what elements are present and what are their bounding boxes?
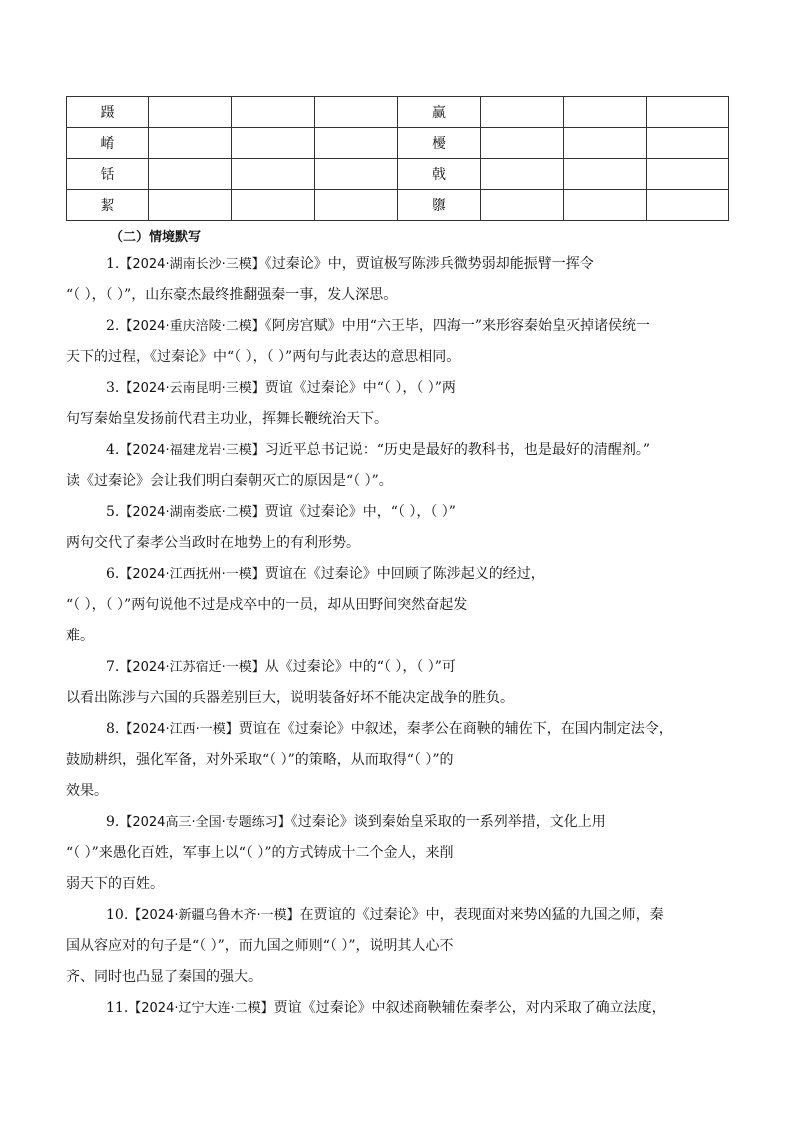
vocab-table <box>66 96 729 221</box>
question-text: 《过秦论》中，贾谊极写陈涉兵微势弱却能振臂一挥令 <box>264 256 594 272</box>
answer-cell[interactable] <box>647 190 729 221</box>
question-source: 【2024·湖南长沙·三模】 <box>119 257 265 272</box>
vocab-char-right: 赢 <box>398 97 481 128</box>
answer-cell[interactable] <box>315 190 398 221</box>
table-row <box>67 190 729 221</box>
answer-cell[interactable] <box>232 159 315 190</box>
question-text: 贾谊《过秦论》中“（ ），（ ）”两 <box>264 380 456 396</box>
answer-cell[interactable] <box>647 159 729 190</box>
question-4 <box>66 435 728 466</box>
question-9-cont: 弱天下的百姓。 <box>66 876 164 892</box>
question-text: 贾谊在《过秦论》中回顾了陈涉起义的经过， <box>264 566 545 582</box>
answer-cell[interactable] <box>647 97 729 128</box>
table-row <box>67 128 729 159</box>
question-10-cont: 国从容应对的句子是“（ ）”，而九国之师则“（ ）”，说明其人心不 <box>66 938 454 954</box>
question-number: 8. <box>106 721 120 737</box>
section-title: （二）情境默写 <box>110 230 202 245</box>
question-number: 1. <box>106 256 120 272</box>
questions-list <box>66 249 728 1024</box>
answer-cell[interactable] <box>149 190 232 221</box>
answer-cell[interactable] <box>647 128 729 159</box>
question-number: 5. <box>106 504 120 520</box>
question-2-cont: 天下的过程，《过秦论》中“（ ），（ ）”两句与此表达的意思相同。 <box>66 349 461 365</box>
question-source: 【2024·湖南娄底·二模】 <box>119 505 265 520</box>
question-source: 【2024·重庆涪陵·二模】 <box>119 319 265 334</box>
question-text: 从《过秦论》中的“（ ），（ ）”可 <box>264 659 456 675</box>
question-number: 4. <box>106 442 120 458</box>
question-10-cont: 齐、同时也凸显了秦国的强大。 <box>66 969 262 985</box>
question-number: 7. <box>106 659 120 675</box>
vocab-char-left: 崤 <box>67 128 149 159</box>
vocab-char-left: 铦 <box>67 159 149 190</box>
question-text: 贾谊《过秦论》中，“（ ），（ ）” <box>264 504 456 520</box>
question-1-cont: “（ ），（ ）”，山东豪杰最终推翻强秦一事，发人深思。 <box>66 287 398 303</box>
answer-cell[interactable] <box>564 190 647 221</box>
vocab-char-right: 隳 <box>398 190 481 221</box>
table-row <box>67 159 729 190</box>
question-10 <box>66 900 728 931</box>
question-text: 贾谊《过秦论》中叙述商鞅辅佐秦孝公，对内采取了确立法度， <box>273 1000 666 1016</box>
answer-cell[interactable] <box>481 190 564 221</box>
question-3-cont: 句写秦始皇发扬前代君主功业，挥舞长鞭统治天下。 <box>66 411 388 427</box>
question-source: 【2024·辽宁大连·二模】 <box>128 1001 274 1016</box>
question-8 <box>66 714 728 745</box>
question-number: 11. <box>106 1000 129 1016</box>
answer-cell[interactable] <box>315 128 398 159</box>
question-2 <box>66 311 728 342</box>
question-source: 【2024·福建龙岩·三模】 <box>119 443 265 458</box>
question-number: 3. <box>106 380 120 396</box>
question-number: 6. <box>106 566 120 582</box>
answer-cell[interactable] <box>564 128 647 159</box>
question-number: 9. <box>106 814 120 830</box>
question-9 <box>66 807 728 838</box>
question-5-cont: 两句交代了秦孝公当政时在地势上的有利形势。 <box>66 535 360 551</box>
answer-cell[interactable] <box>315 159 398 190</box>
question-source: 【2024·云南昆明·三模】 <box>119 381 265 396</box>
question-source: 【2024·江西抚州·一模】 <box>119 567 265 582</box>
question-9-cont: “（ ）”来愚化百姓，军事上以“（ ）”的方式铸成十二个金人，来削 <box>66 845 454 861</box>
question-source: 【2024·江苏宿迁·一模】 <box>119 660 265 675</box>
answer-cell[interactable] <box>149 128 232 159</box>
vocab-char-right: 櫌 <box>398 128 481 159</box>
vocab-char-right: 戟 <box>398 159 481 190</box>
question-source: 【2024·江西·一模】 <box>119 722 239 737</box>
question-number: 10. <box>106 907 129 923</box>
question-1 <box>66 249 728 280</box>
question-7-cont: 以看出陈涉与六国的兵器差别巨大，说明装备好坏不能决定战争的胜负。 <box>66 690 514 706</box>
question-6-cont: 难。 <box>66 628 94 644</box>
question-text: 贾谊在《过秦论》中叙述，秦孝公在商鞅的辅佐下，在国内制定法令， <box>238 721 673 737</box>
question-source: 【2024高三·全国·专题练习】 <box>119 815 291 830</box>
question-4-cont: 读《过秦论》会让我们明白秦朝灭亡的原因是“（ ）”。 <box>66 473 393 489</box>
answer-cell[interactable] <box>481 159 564 190</box>
question-source: 【2024·新疆乌鲁木齐·一模】 <box>128 908 300 923</box>
answer-cell[interactable] <box>232 128 315 159</box>
answer-cell[interactable] <box>232 190 315 221</box>
question-11 <box>66 993 728 1024</box>
question-text: 习近平总书记说：“历史是最好的教科书，也是最好的清醒剂。” <box>264 442 651 458</box>
question-number: 2. <box>106 318 120 334</box>
question-text: 在贾谊的《过秦论》中，表现面对来势凶猛的九国之师，秦 <box>299 907 664 923</box>
question-7 <box>66 652 728 683</box>
answer-cell[interactable] <box>149 159 232 190</box>
question-text: 《过秦论》谈到秦始皇采取的一系列举措，文化上用 <box>290 814 606 830</box>
vocab-char-left: 絜 <box>67 190 149 221</box>
vocab-char-left: 蹑 <box>67 97 149 128</box>
question-3 <box>66 373 728 404</box>
question-5 <box>66 497 728 528</box>
answer-cell[interactable] <box>564 159 647 190</box>
answer-cell[interactable] <box>149 97 232 128</box>
answer-cell[interactable] <box>232 97 315 128</box>
question-6 <box>66 559 728 590</box>
answer-cell[interactable] <box>564 97 647 128</box>
answer-cell[interactable] <box>481 97 564 128</box>
answer-cell[interactable] <box>315 97 398 128</box>
question-text: 《阿房宫赋》中用“六王毕，四海一”来形容秦始皇灭掉诸侯统一 <box>264 318 651 334</box>
answer-cell[interactable] <box>481 128 564 159</box>
question-8-cont: 效果。 <box>66 783 108 799</box>
table-row <box>67 97 729 128</box>
question-8-cont: 鼓励耕织，强化军备，对外采取“（ ）”的策略，从而取得“（ ）”的 <box>66 752 454 768</box>
question-6-cont: “（ ），（ ）”两句说他不过是戍卒中的一员，却从田野间突然奋起发 <box>66 597 468 613</box>
